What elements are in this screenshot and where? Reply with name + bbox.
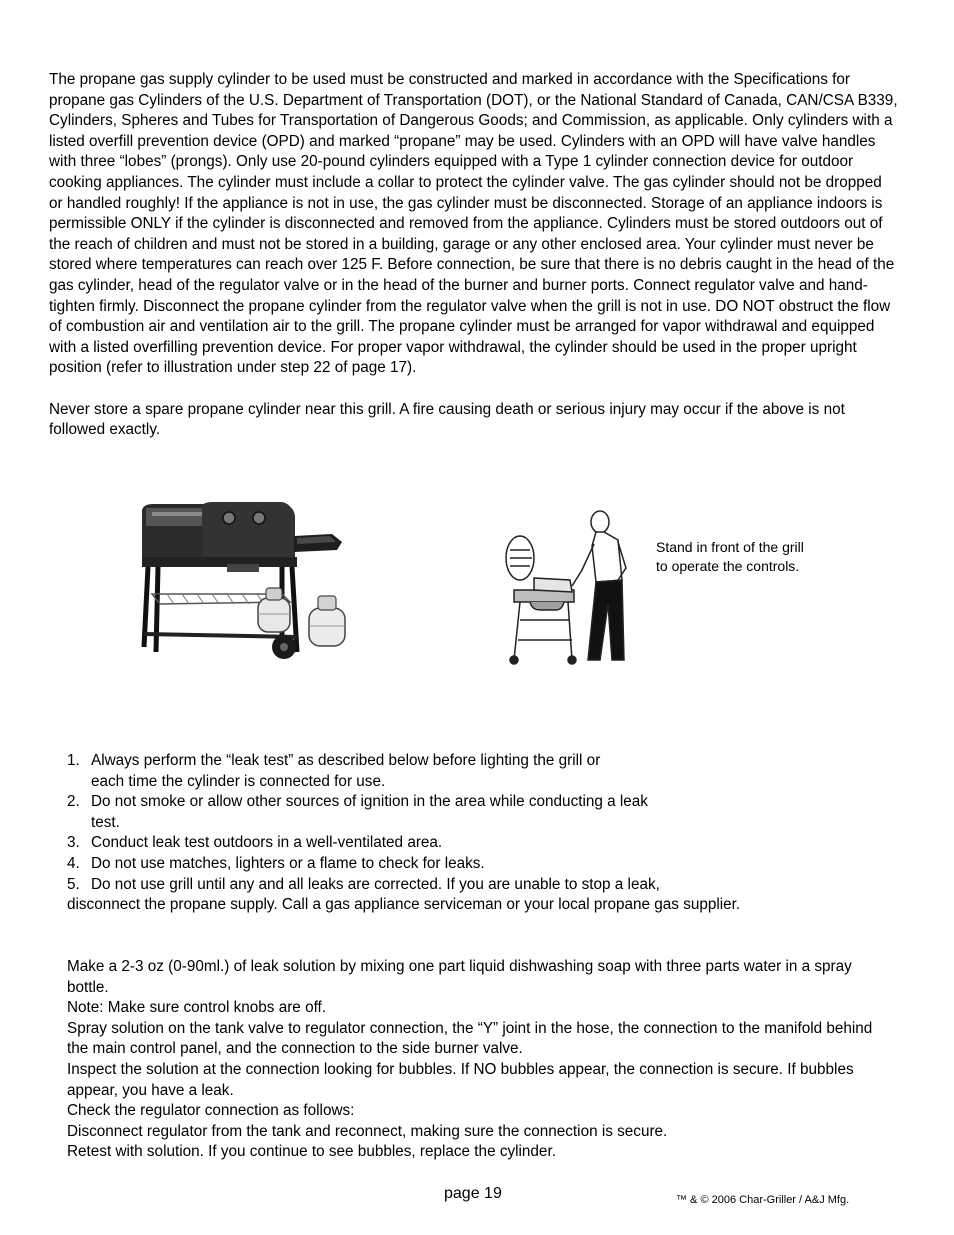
leak-test-step: Check the regulator connection as follows:	[67, 1102, 355, 1120]
leak-test-step: Inspect the solution at the connection looking for bubbles. If NO bubbles appear, the connection is secure. If bubbles appear, you have a leak.	[67, 1060, 854, 1099]
leak-test-step: Retest with solution. If you continue to see bubbles, replace the cylinder.	[67, 1143, 556, 1161]
list-item-continuation: test.	[91, 813, 120, 831]
leak-test-precautions-list	[67, 751, 887, 916]
list-item	[67, 792, 887, 833]
list-item-text: Always perform the “leak test” as described below before lighting the grill or	[91, 752, 601, 769]
page-number: page 19	[444, 1185, 502, 1202]
propane-cylinder-2	[309, 596, 345, 646]
leak-test-instructions	[67, 957, 892, 1163]
list-item	[67, 875, 887, 896]
person-at-grill-illustration	[500, 510, 642, 666]
list-item	[67, 854, 887, 875]
list-item-number: 1.	[67, 752, 80, 769]
list-item-number: 3.	[67, 834, 80, 852]
list-item-number: 5.	[67, 875, 80, 893]
list-item-number: 2.	[67, 793, 80, 811]
list-item	[67, 751, 887, 792]
leak-test-step: Note: Make sure control knobs are off.	[67, 999, 327, 1017]
list-item-text: Conduct leak test outdoors in a well-ventilated area.	[91, 834, 443, 852]
list-item-text: Do not use grill until any and all leaks are corrected. If you are unable to stop a leak,	[91, 875, 660, 893]
leak-test-step: Make a 2-3 oz (0-90ml.) of leak solution by mixing one part liquid dishwashing soap with three parts water in a spray bottle.	[67, 958, 852, 996]
intro-text	[49, 70, 899, 441]
leak-test-step: Spray solution on the tank valve to regulator connection, the “Y” joint in the hose, the connection to the manifold behind the main control panel, and the connection to the side burner valve.	[67, 1019, 873, 1058]
intro-paragraph-1: The propane gas supply cylinder to be used must be constructed and marked in accordance with the Specifications for propane gas Cylinders of the U.S. Department of Transportation (DOT), or the National Standard of Canada, CAN/CSA B339, Cylinders, Spheres and Tubes for Transportation of Dangerous Goods; and Commission, as applicable. Only cylinders with a listed overfill prevention device (OPD) and marked “propane” may be used. Cylinders with an OPD will have valve handles with three “lobes” (prongs). Only use 20-pound cylinders equipped with a Type 1 cylinder connection device for outdoor cooking appliances. The cylinder must include a collar to protect the cylinder valve. The gas cylinder should not be dropped or handled roughly! If the appliance is not in use, the gas cylinder must be disconnected. Storage of an appliance indoors is permissible ONLY if the cylinder is disconnected and removed from the appliance. Cylinders must be stored outdoors out of the reach of children and must not be stored in a building, garage or any other enclosed area. Your cylinder must never be stored where temperatures can reach over 125 F. Before connection, be sure that there is no debris caught in the head of the gas cylinder, head of the regulator valve or in the head of the burner and burner ports. Connect regulator valve and hand-tighten firmly. Disconnect the propane cylinder from the regulator valve when the grill is not in use. DO NOT obstruct the flow of combustion air and ventilation air to the grill. The propane cylinder must be arranged for vapor withdrawal and equipped with a listed overfilling prevention device. For proper vapor withdrawal, the cylinder should be used in the proper upright position (refer to illustration under step 22 of page 17).	[49, 71, 898, 377]
illustration-caption: Stand in front of the grill to operate the controls.	[656, 539, 804, 575]
list-tail-text: disconnect the propane supply. Call a gas appliance serviceman or your local propane gas supplier.	[67, 896, 741, 914]
list-item-continuation: each time the cylinder is connected for use.	[91, 772, 386, 790]
intro-paragraph-2: Never store a spare propane cylinder near this grill. A fire causing death or serious injury may occur if the above is not followed exactly.	[49, 400, 845, 439]
list-item-text: Do not use matches, lighters or a flame to check for leaks.	[91, 854, 485, 872]
grill-cylinders-illustration	[132, 502, 364, 662]
copyright-notice: ™ & © 2006 Char-Griller / A&J Mfg.	[676, 1194, 850, 1206]
list-item-text: Do not smoke or allow other sources of ignition in the area while conducting a leak	[91, 793, 648, 811]
list-item-number: 4.	[67, 854, 80, 872]
list-item	[67, 833, 887, 854]
leak-test-step: Disconnect regulator from the tank and reconnect, making sure the connection is secure.	[67, 1122, 668, 1140]
